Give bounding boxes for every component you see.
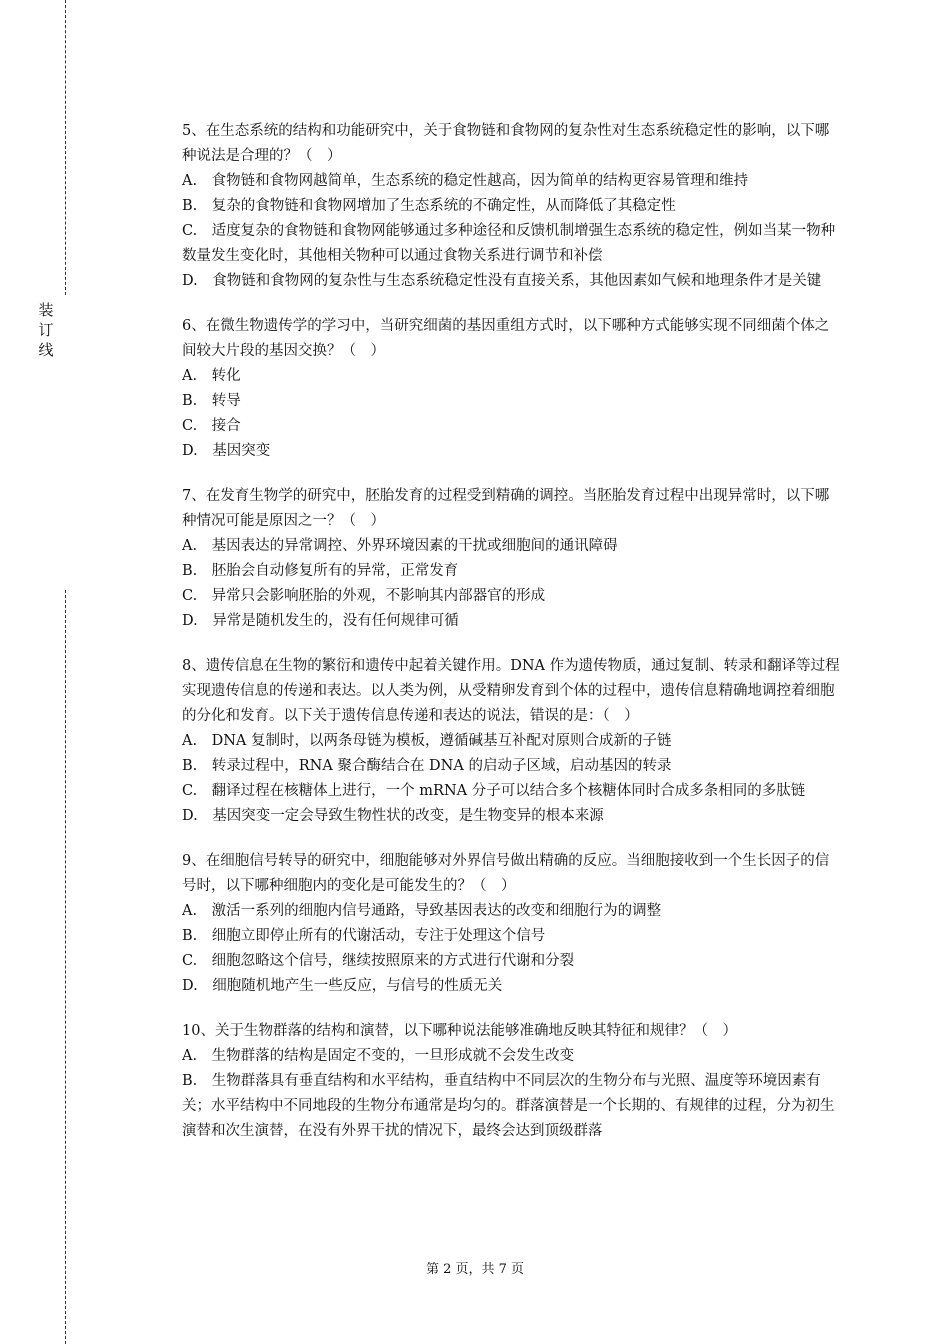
question-list	[182, 119, 842, 1164]
option-a: A. 生物群落的结构是固定不变的，一旦形成就不会发生改变	[182, 1048, 575, 1064]
option-c: C. 异常只会影响胚胎的外观，不影响其内部器官的形成	[182, 588, 546, 604]
question-8	[182, 654, 842, 829]
question-10	[182, 1019, 842, 1144]
question-stem: 10、关于生物群落的结构和演替，以下哪种说法能够准确地反映其特征和规律？（ ）	[182, 1023, 737, 1039]
binding-line-bottom	[65, 590, 66, 1344]
option-a: A. 基因表达的异常调控、外界环境因素的干扰或细胞间的通讯障碍	[182, 538, 618, 554]
binding-label-char: 装	[38, 301, 54, 319]
option-d: D. 基因突变一定会导致生物性状的改变，是生物变异的根本来源	[182, 808, 604, 824]
option-c: C. 适度复杂的食物链和食物网能够通过多种途径和反馈机制增强生态系统的稳定性，例如当某一物种数量发生变化时，其他相关物种可以通过食物关系进行调节和补偿	[182, 223, 836, 264]
option-c: C. 细胞忽略这个信号，继续按照原来的方式进行代谢和分裂	[182, 953, 575, 969]
question-stem: 8、遗传信息在生物的繁衍和遗传中起着关键作用。DNA 作为遗传物质，通过复制、转录和翻译等过程实现遗传信息的传递和表达。以人类为例，从受精卵发育到个体的过程中，遗传信息精确地调控着细胞的分化和发育。以下关于遗传信息传递和表达的说法，错误的是：（ ）	[182, 658, 840, 724]
option-b: B. 生物群落具有垂直结构和水平结构，垂直结构中不同层次的生物分布与光照、温度等环境因素有关；水平结构中不同地段的生物分布通常是均匀的。群落演替是一个长期的、有规律的过程，分为初生演替和次生演替，在没有外界干扰的情况下，最终会达到顶级群落	[182, 1073, 835, 1139]
question-stem: 5、在生态系统的结构和功能研究中，关于食物链和食物网的复杂性对生态系统稳定性的影响，以下哪种说法是合理的？（ ）	[182, 123, 830, 164]
option-a: A. 转化	[182, 368, 241, 384]
binding-label-char: 订	[38, 321, 54, 339]
option-b: B. 转导	[182, 393, 241, 409]
binding-label-char: 线	[38, 341, 54, 359]
option-a: A. 食物链和食物网越简单，生态系统的稳定性越高，因为简单的结构更容易管理和维持	[182, 173, 749, 189]
binding-line-top	[65, 0, 66, 295]
option-a: A. DNA 复制时，以两条母链为模板，遵循碱基互补配对原则合成新的子链	[182, 733, 672, 749]
option-d: D. 基因突变	[182, 443, 271, 459]
question-stem: 9、在细胞信号转导的研究中，细胞能够对外界信号做出精确的反应。当细胞接收到一个生长因子的信号时，以下哪种细胞内的变化是可能发生的？（ ）	[182, 853, 830, 894]
option-a: A. 激活一系列的细胞内信号通路，导致基因表达的改变和细胞行为的调整	[182, 903, 662, 919]
page-footer: 第 2 页，共 7 页	[425, 1262, 525, 1277]
option-c: C. 接合	[182, 418, 241, 434]
question-5	[182, 119, 842, 294]
question-7	[182, 484, 842, 634]
option-b: B. 复杂的食物链和食物网增加了生态系统的不确定性，从而降低了其稳定性	[182, 198, 676, 214]
question-6	[182, 314, 842, 464]
option-d: D. 细胞随机地产生一些反应，与信号的性质无关	[182, 978, 503, 994]
option-b: B. 细胞立即停止所有的代谢活动，专注于处理这个信号	[182, 928, 546, 944]
option-b: B. 胚胎会自动修复所有的异常，正常发育	[182, 563, 459, 579]
binding-label	[34, 300, 58, 360]
question-stem: 6、在微生物遗传学的学习中，当研究细菌的基因重组方式时，以下哪种方式能够实现不同细菌个体之间较大片段的基因交换？（ ）	[182, 318, 830, 359]
option-c: C. 翻译过程在核糖体上进行，一个 mRNA 分子可以结合多个核糖体同时合成多条相同的多肽链	[182, 783, 806, 799]
question-9	[182, 849, 842, 999]
option-d: D. 食物链和食物网的复杂性与生态系统稳定性没有直接关系，其他因素如气候和地理条件才是关键	[182, 273, 822, 289]
option-b: B. 转录过程中，RNA 聚合酶结合在 DNA 的启动子区域，启动基因的转录	[182, 758, 672, 774]
question-stem: 7、在发育生物学的研究中，胚胎发育的过程受到精确的调控。当胚胎发育过程中出现异常时，以下哪种情况可能是原因之一？（ ）	[182, 488, 830, 529]
option-d: D. 异常是随机发生的，没有任何规律可循	[182, 613, 459, 629]
